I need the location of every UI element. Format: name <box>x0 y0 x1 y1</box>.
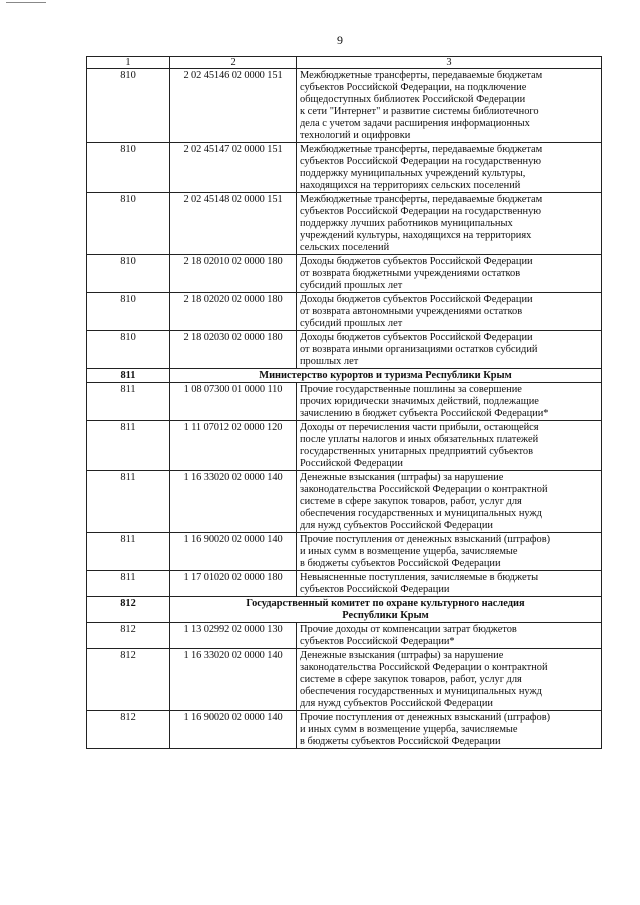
description-cell <box>297 193 602 255</box>
table-row <box>87 255 602 293</box>
admin-code-cell: 811 <box>87 533 170 571</box>
admin-code-cell: 811 <box>87 571 170 597</box>
description-line: системе в сфере закупок товаров, работ, услуг для <box>300 674 522 685</box>
description-cell <box>297 255 602 293</box>
description-line: системе в сфере закупок товаров, работ, услуг для <box>300 496 522 507</box>
description-line: субъектов Российской Федерации <box>300 584 450 595</box>
description-line: дела с учетом задачи расширения информационных <box>300 118 530 129</box>
table-row <box>87 533 602 571</box>
section-title-line: Республики Крым <box>342 610 429 621</box>
description-line: государственных унитарных предприятий субъектов <box>300 446 534 457</box>
description-line: поддержку лучших работников муниципальных <box>300 218 513 229</box>
description-line: и иных сумм в возмещение ущерба, зачисляемые <box>300 546 518 557</box>
description-line: субъектов Российской Федерации на государственную <box>300 156 542 167</box>
description-cell <box>297 571 602 597</box>
description-line: учреждений культуры, находящихся на территориях <box>300 230 532 241</box>
description-line: Невыясненные поступления, зачисляемые в бюджеты <box>300 572 539 583</box>
admin-code-cell: 810 <box>87 255 170 293</box>
description-line: субсидий прошлых лет <box>300 318 403 329</box>
description-line: Прочие поступления от денежных взысканий (штрафов) <box>300 534 551 545</box>
description-cell <box>297 711 602 749</box>
admin-code-cell: 812 <box>87 711 170 749</box>
table-row <box>87 69 602 143</box>
description-line: законодательства Российской Федерации о контрактной <box>300 662 548 673</box>
description-line: субсидий прошлых лет <box>300 280 403 291</box>
description-cell <box>297 533 602 571</box>
header-col-1: 1 <box>87 57 170 69</box>
admin-code-cell: 812 <box>87 623 170 649</box>
header-col-3: 3 <box>297 57 602 69</box>
description-line: Прочие государственные пошлины за совершение <box>300 384 522 395</box>
description-cell <box>297 69 602 143</box>
revenue-code-cell: 1 16 90020 02 0000 140 <box>170 711 297 749</box>
table-row <box>87 623 602 649</box>
description-line: Прочие доходы от компенсации затрат бюджетов <box>300 624 517 635</box>
revenue-code-cell: 1 11 07012 02 0000 120 <box>170 421 297 471</box>
revenue-code-cell: 1 13 02992 02 0000 130 <box>170 623 297 649</box>
revenue-code-cell: 1 16 90020 02 0000 140 <box>170 533 297 571</box>
section-title-line: Министерство курортов и туризма Республики Крым <box>259 370 512 381</box>
description-line: сельских поселений <box>300 242 390 253</box>
description-line: прочих юридически значимых действий, подлежащие <box>300 396 539 407</box>
section-header-row <box>87 369 602 383</box>
description-line: Российской Федерации <box>300 458 403 469</box>
description-line: к сети "Интернет" и развитие системы библиотечного <box>300 106 539 117</box>
description-line: прошлых лет <box>300 356 359 367</box>
admin-code-cell: 810 <box>87 293 170 331</box>
table-row <box>87 383 602 421</box>
admin-code-cell: 812 <box>87 597 170 623</box>
description-cell <box>297 623 602 649</box>
table-row <box>87 571 602 597</box>
description-line: от возврата автономными учреждениями остатков <box>300 306 523 317</box>
description-line: Денежные взыскания (штрафы) за нарушение <box>300 650 504 661</box>
table-row <box>87 143 602 193</box>
description-line: Межбюджетные трансферты, передаваемые бюджетам <box>300 70 543 81</box>
table-row <box>87 421 602 471</box>
description-line: обеспечения государственных и муниципальных нужд <box>300 686 542 697</box>
description-line: в бюджеты субъектов Российской Федерации <box>300 558 501 569</box>
description-line: от возврата иными организациями остатков субсидий <box>300 344 538 355</box>
revenue-code-cell: 2 18 02010 02 0000 180 <box>170 255 297 293</box>
description-cell <box>297 143 602 193</box>
description-line: Доходы бюджетов субъектов Российской Федерации <box>300 294 533 305</box>
admin-code-cell: 811 <box>87 471 170 533</box>
description-line: поддержку муниципальных учреждений культуры, <box>300 168 526 179</box>
description-line: Межбюджетные трансферты, передаваемые бюджетам <box>300 194 543 205</box>
revenue-code-cell: 2 02 45146 02 0000 151 <box>170 69 297 143</box>
description-line: обеспечения государственных и муниципальных нужд <box>300 508 542 519</box>
revenue-codes-table <box>86 56 602 749</box>
description-line: после уплаты налогов и иных обязательных платежей <box>300 434 539 445</box>
revenue-code-cell: 2 18 02020 02 0000 180 <box>170 293 297 331</box>
table-header-row <box>87 57 602 69</box>
description-cell <box>297 471 602 533</box>
revenue-code-cell: 2 02 45148 02 0000 151 <box>170 193 297 255</box>
description-line: Доходы бюджетов субъектов Российской Федерации <box>300 256 533 267</box>
description-cell <box>297 649 602 711</box>
scan-artifact-line <box>6 2 46 3</box>
table-row <box>87 293 602 331</box>
description-cell <box>297 421 602 471</box>
description-cell <box>297 383 602 421</box>
revenue-code-cell: 1 08 07300 01 0000 110 <box>170 383 297 421</box>
description-line: Межбюджетные трансферты, передаваемые бюджетам <box>300 144 543 155</box>
table-row <box>87 193 602 255</box>
admin-code-cell: 812 <box>87 649 170 711</box>
description-line: и иных сумм в возмещение ущерба, зачисляемые <box>300 724 518 735</box>
description-line: Доходы от перечисления части прибыли, остающейся <box>300 422 539 433</box>
revenue-code-cell: 1 16 33020 02 0000 140 <box>170 649 297 711</box>
header-col-2: 2 <box>170 57 297 69</box>
description-cell <box>297 293 602 331</box>
description-line: Доходы бюджетов субъектов Российской Федерации <box>300 332 533 343</box>
revenue-code-cell: 2 02 45147 02 0000 151 <box>170 143 297 193</box>
description-line: для нужд субъектов Российской Федерации <box>300 698 493 709</box>
description-line: общедоступных библиотек Российской Федерации <box>300 94 526 105</box>
table-row <box>87 471 602 533</box>
revenue-code-cell: 1 17 01020 02 0000 180 <box>170 571 297 597</box>
description-line: субъектов Российской Федерации* <box>300 636 455 647</box>
admin-code-cell: 811 <box>87 369 170 383</box>
description-line: законодательства Российской Федерации о контрактной <box>300 484 548 495</box>
section-title <box>170 369 602 383</box>
description-line: от возврата бюджетными учреждениями остатков <box>300 268 521 279</box>
admin-code-cell: 810 <box>87 331 170 369</box>
revenue-code-cell: 2 18 02030 02 0000 180 <box>170 331 297 369</box>
section-header-row <box>87 597 602 623</box>
description-line: для нужд субъектов Российской Федерации <box>300 520 493 531</box>
description-line: находящихся на территориях сельских поселений <box>300 180 521 191</box>
description-line: субъектов Российской Федерации, на подключение <box>300 82 527 93</box>
admin-code-cell: 811 <box>87 421 170 471</box>
description-line: в бюджеты субъектов Российской Федерации <box>300 736 501 747</box>
admin-code-cell: 810 <box>87 193 170 255</box>
description-line: зачислению в бюджет субъекта Российской Федерации* <box>300 408 549 419</box>
admin-code-cell: 811 <box>87 383 170 421</box>
table-row <box>87 331 602 369</box>
description-line: Денежные взыскания (штрафы) за нарушение <box>300 472 504 483</box>
description-cell <box>297 331 602 369</box>
table-row <box>87 649 602 711</box>
admin-code-cell: 810 <box>87 69 170 143</box>
description-line: Прочие поступления от денежных взысканий (штрафов) <box>300 712 551 723</box>
section-title <box>170 597 602 623</box>
description-line: технологий и оцифровки <box>300 130 411 141</box>
section-title-line: Государственный комитет по охране культурного наследия <box>246 598 525 609</box>
page-number: 9 <box>337 33 343 47</box>
revenue-code-cell: 1 16 33020 02 0000 140 <box>170 471 297 533</box>
description-line: субъектов Российской Федерации на государственную <box>300 206 542 217</box>
table-row <box>87 711 602 749</box>
admin-code-cell: 810 <box>87 143 170 193</box>
